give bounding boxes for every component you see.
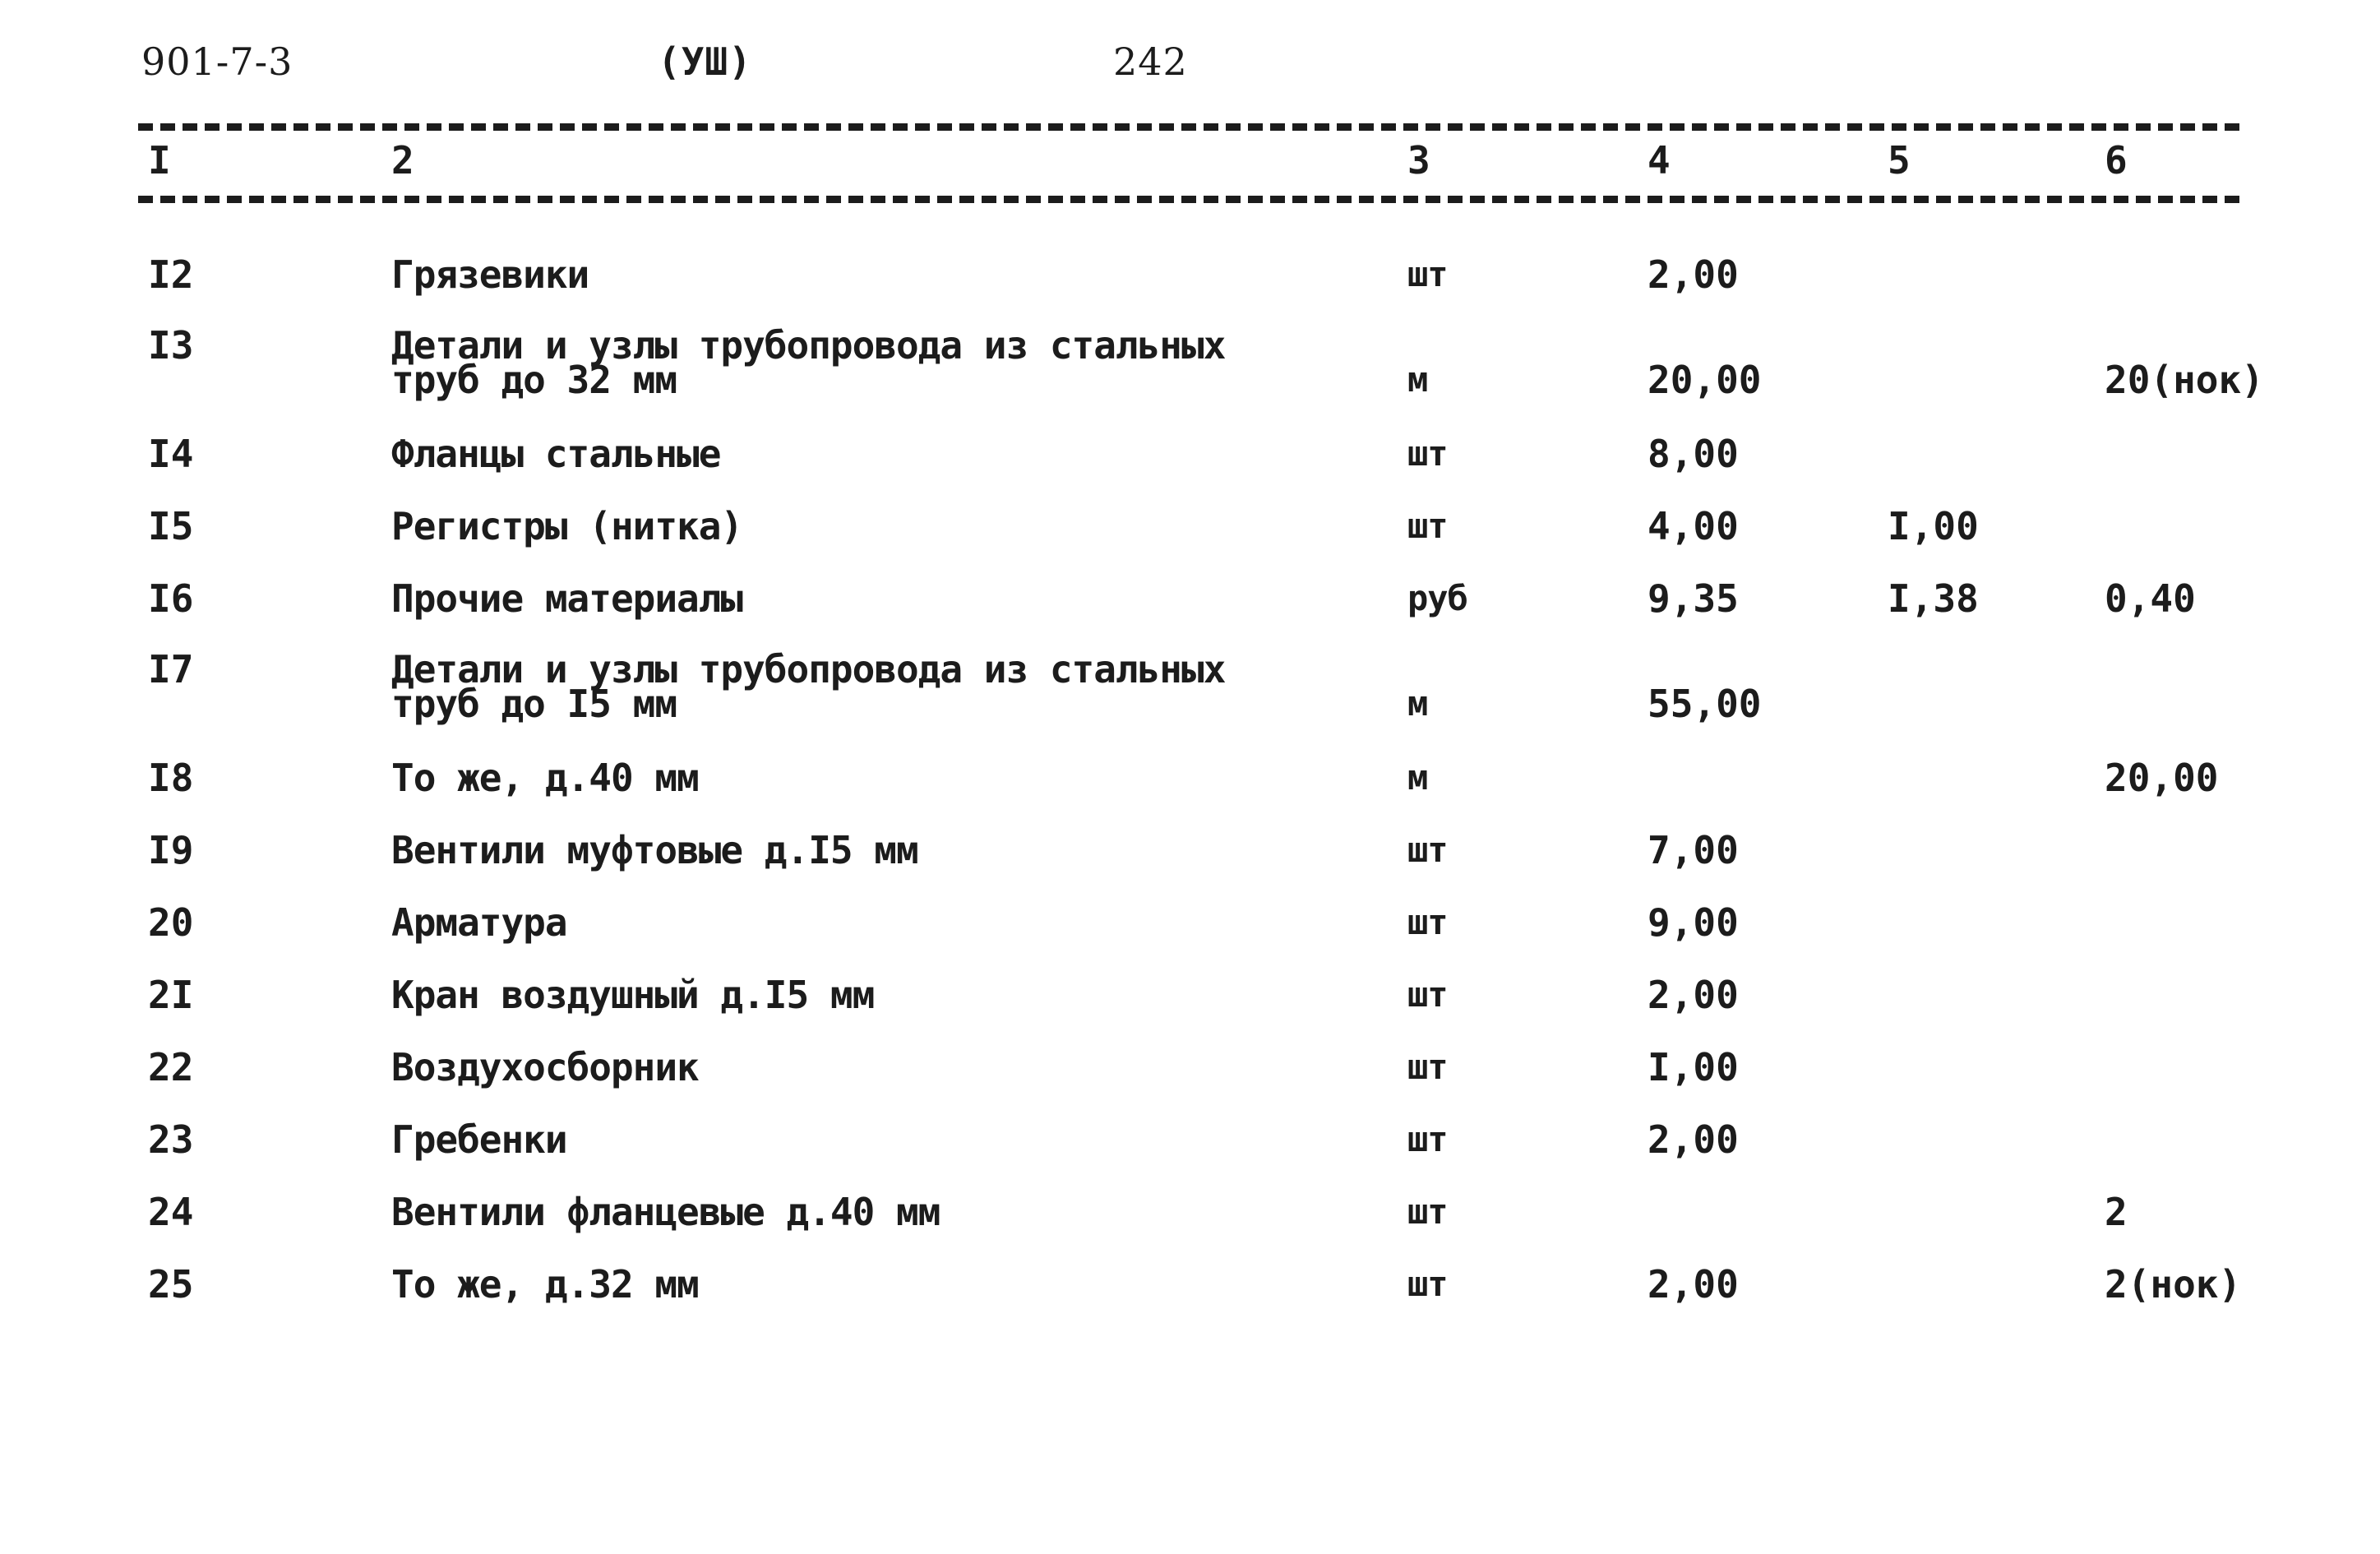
- unit: шт: [1407, 1119, 1448, 1159]
- item-name: Фланцы стальные: [391, 432, 721, 476]
- row-number: I9: [148, 828, 194, 872]
- row-number: I3: [148, 323, 194, 368]
- row-number: I5: [148, 504, 194, 548]
- quantity-col-5: I,00: [1888, 504, 1979, 548]
- quantity-col-6: 0,40: [2105, 576, 2196, 621]
- quantity-col-6: 2: [2105, 1190, 2128, 1234]
- row-number: 24: [148, 1190, 194, 1234]
- row-number: I8: [148, 756, 194, 800]
- item-name: Вентили фланцевые д.40 мм: [391, 1190, 940, 1234]
- column-header-4: 4: [1648, 138, 1671, 183]
- quantity-col-4: 20,00: [1648, 358, 1762, 402]
- unit: м: [1407, 683, 1428, 724]
- quantity-col-4: 9,35: [1648, 576, 1739, 621]
- quantity-col-6: 2(нок): [2105, 1262, 2242, 1307]
- row-number: I6: [148, 576, 194, 621]
- item-name: Воздухосборник: [391, 1045, 699, 1089]
- item-name: Вентили муфтовые д.I5 мм: [391, 828, 918, 872]
- unit: шт: [1407, 433, 1448, 474]
- item-name: Регистры (нитка): [391, 504, 743, 548]
- header-bottom-rule: [138, 196, 2239, 203]
- header-top-rule: [138, 123, 2239, 131]
- row-number: 25: [148, 1262, 194, 1307]
- row-number: 20: [148, 900, 194, 945]
- quantity-col-4: 2,00: [1648, 1117, 1739, 1162]
- unit: шт: [1407, 830, 1448, 870]
- quantity-col-4: 4,00: [1648, 504, 1739, 548]
- item-name: То же, д.32 мм: [391, 1262, 699, 1307]
- quantity-col-5: I,38: [1888, 576, 1979, 621]
- column-header-2: 2: [391, 138, 414, 183]
- row-number: I7: [148, 647, 194, 691]
- quantity-col-4: I,00: [1648, 1045, 1739, 1089]
- quantity-col-4: 2,00: [1648, 1262, 1739, 1307]
- unit: шт: [1407, 1191, 1448, 1232]
- section-label: (УШ): [658, 39, 752, 84]
- item-name: Кран воздушный д.I5 мм: [391, 973, 875, 1017]
- item-name: То же, д.40 мм: [391, 756, 699, 800]
- column-header-6: 6: [2105, 138, 2128, 183]
- item-name: Детали и узлы трубопровода из стальных: [391, 323, 1226, 368]
- unit: шт: [1407, 506, 1448, 546]
- row-number: I2: [148, 252, 194, 297]
- item-name: Детали и узлы трубопровода из стальных: [391, 647, 1226, 691]
- quantity-col-4: 2,00: [1648, 973, 1739, 1017]
- quantity-col-6: 20(нок): [2105, 358, 2264, 402]
- row-number: 23: [148, 1117, 194, 1162]
- quantity-col-6: 20,00: [2105, 756, 2219, 800]
- item-name: Гребенки: [391, 1117, 567, 1162]
- unit: шт: [1407, 254, 1448, 294]
- unit: шт: [1407, 902, 1448, 942]
- unit: м: [1407, 359, 1428, 400]
- document-code: 901-7-3: [141, 39, 293, 84]
- unit: м: [1407, 757, 1428, 798]
- quantity-col-4: 8,00: [1648, 432, 1739, 476]
- quantity-col-4: 2,00: [1648, 252, 1739, 297]
- quantity-col-4: 7,00: [1648, 828, 1739, 872]
- unit: шт: [1407, 974, 1448, 1015]
- row-number: 22: [148, 1045, 194, 1089]
- item-name: Арматура: [391, 900, 567, 945]
- row-number: I4: [148, 432, 194, 476]
- unit: шт: [1407, 1047, 1448, 1087]
- unit: шт: [1407, 1264, 1448, 1304]
- item-name: Грязевики: [391, 252, 589, 297]
- unit: руб: [1407, 578, 1467, 618]
- item-name-continued: труб до I5 мм: [391, 682, 677, 726]
- row-number: 2I: [148, 973, 194, 1017]
- column-header-5: 5: [1888, 138, 1911, 183]
- quantity-col-4: 9,00: [1648, 900, 1739, 945]
- item-name-continued: труб до 32 мм: [391, 358, 677, 402]
- page-number: 242: [1113, 39, 1188, 84]
- quantity-col-4: 55,00: [1648, 682, 1762, 726]
- column-header-1: I: [148, 138, 171, 183]
- column-header-3: 3: [1407, 138, 1430, 183]
- item-name: Прочие материалы: [391, 576, 743, 621]
